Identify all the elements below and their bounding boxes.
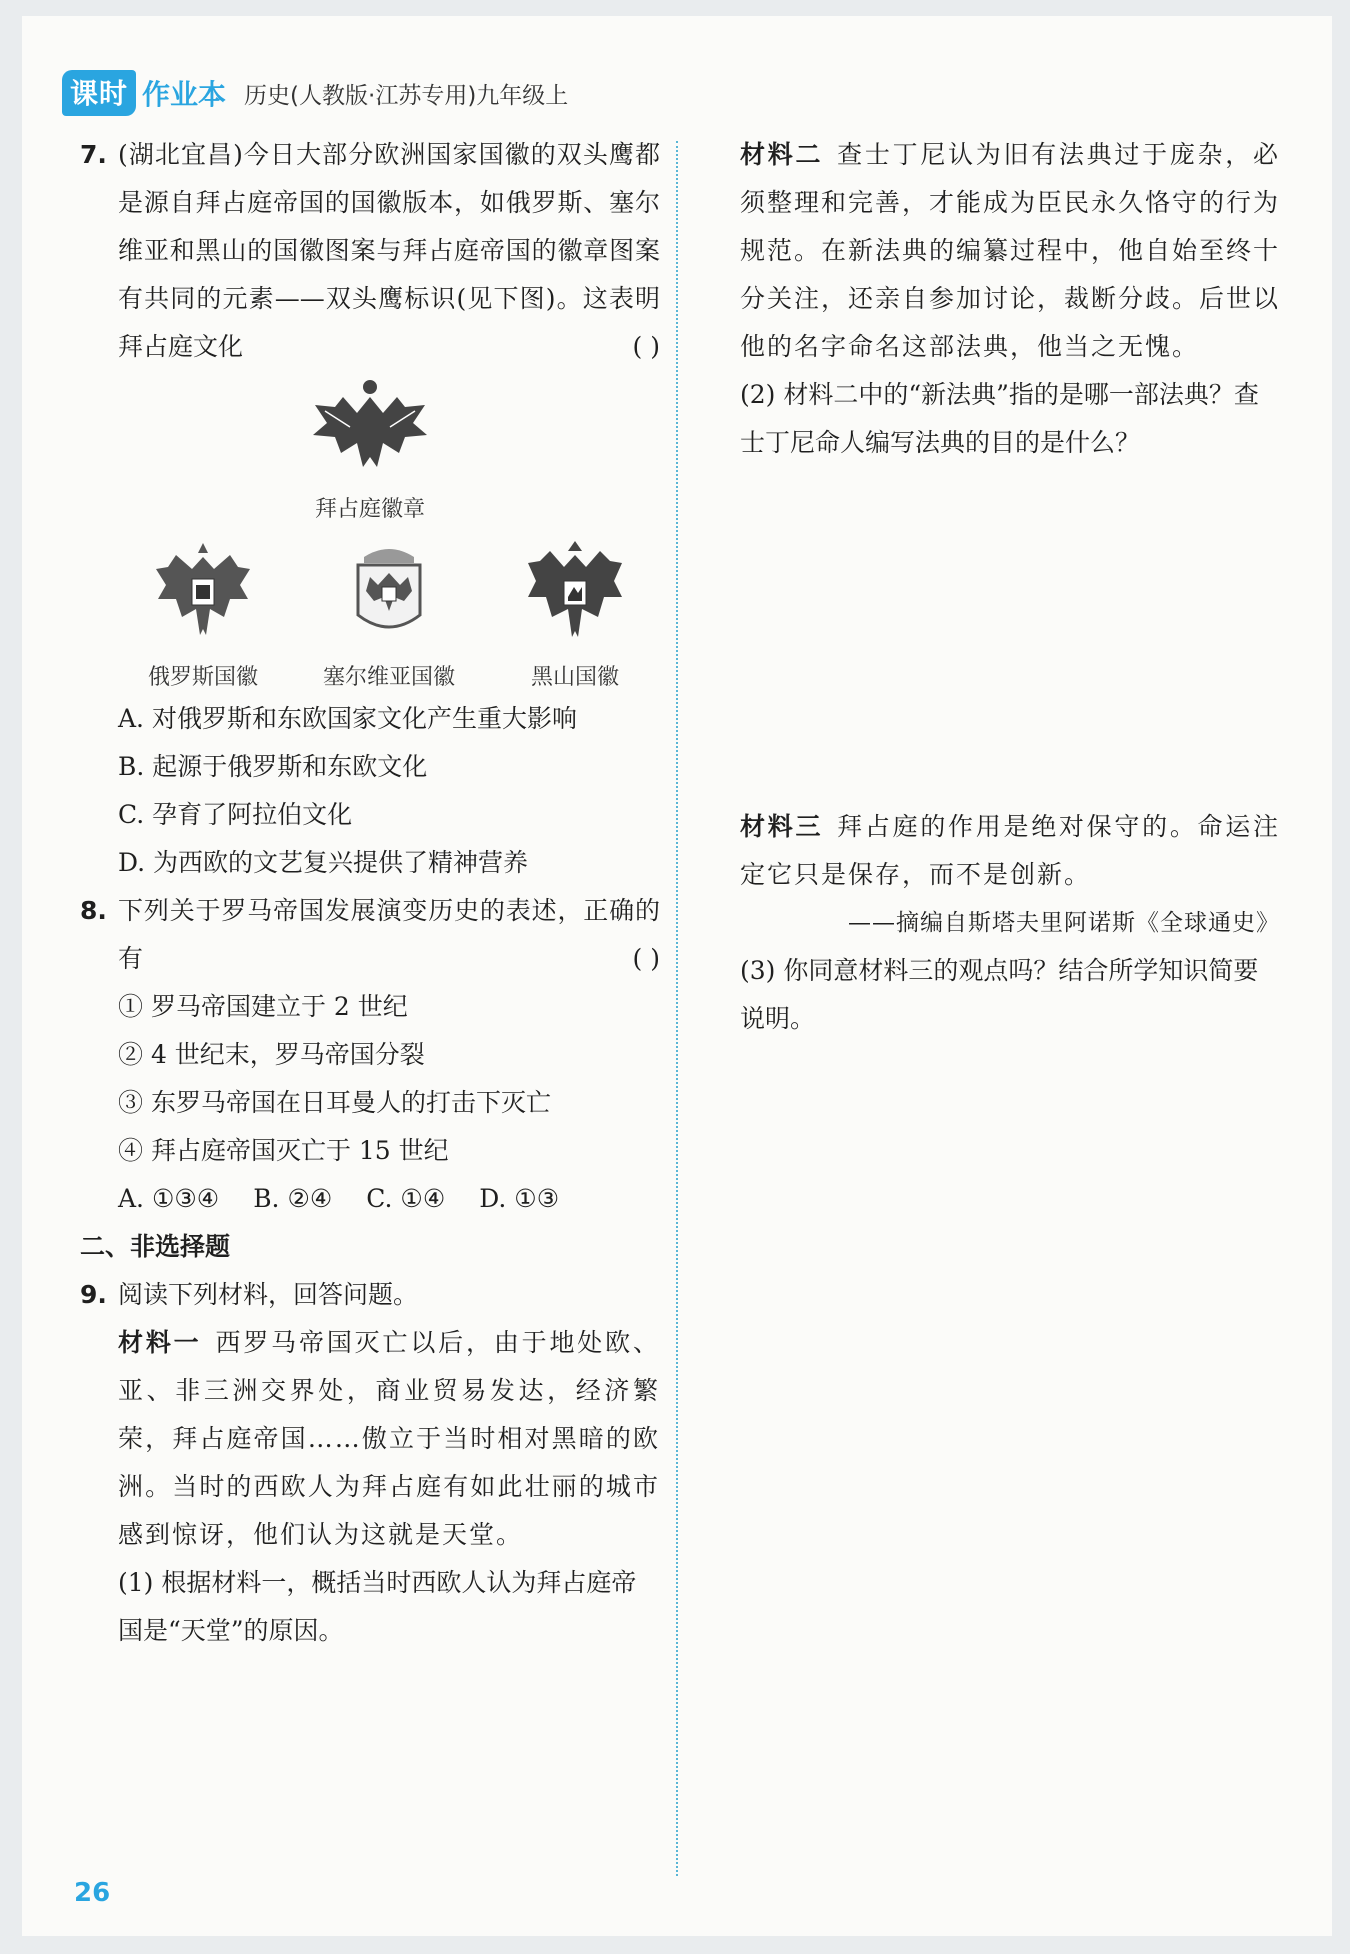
option-d[interactable]: D. 为西欧的文艺复兴提供了精神营养: [118, 848, 529, 877]
question-stem: 下列关于罗马帝国发展演变历史的表述，正确的有: [118, 896, 660, 973]
material-text: 拜占庭的作用是绝对保守的。命运注定它只是保存，而不是创新。: [740, 812, 1280, 889]
statement-item: ③ 东罗马帝国在日耳曼人的打击下灭亡: [118, 1088, 551, 1117]
option-c[interactable]: C. ①④: [366, 1184, 446, 1213]
question-number: 9.: [80, 1280, 107, 1309]
material-text: 西罗马帝国灭亡以后，由于地处欧、亚、非三洲交界处，商业贸易发达，经济繁荣，拜占庭帝国……傲立于当时相对黑暗的欧洲。当时的西欧人为拜占庭有如此壮丽的城市感到惊讶，他们认为这就是天堂。: [118, 1328, 660, 1549]
emblem-row: [80, 535, 660, 695]
question-7: [80, 131, 660, 371]
caption-montenegro: 黑山国徽: [530, 665, 619, 690]
question-number: 8.: [80, 896, 107, 925]
answer-space[interactable]: [740, 467, 1280, 803]
sub-question-1: (1) 根据材料一，概括当时西欧人认为拜占庭帝国是“天堂”的原因。: [118, 1568, 637, 1645]
question-stem: 阅读下列材料，回答问题。: [118, 1280, 419, 1309]
material-label: 材料一: [118, 1328, 202, 1357]
option-b[interactable]: B. ②④: [253, 1184, 333, 1213]
option-a[interactable]: A. ①③④: [118, 1184, 220, 1213]
statement-item: ② 4 世纪末，罗马帝国分裂: [118, 1040, 425, 1069]
russia-coat-of-arms-icon: [148, 535, 258, 645]
option-a[interactable]: A. 对俄罗斯和东欧国家文化产生重大影响: [118, 704, 577, 733]
answer-bracket: ( ): [632, 944, 660, 973]
serbia-emblem: [304, 535, 474, 695]
header-brand: 作业本: [142, 78, 227, 111]
material-label: 材料二: [740, 140, 824, 169]
question-8-items: [80, 983, 660, 1223]
column-divider: [676, 141, 678, 1876]
double-headed-eagle-icon: [305, 377, 435, 477]
caption-byzantine: 拜占庭徽章: [314, 497, 425, 522]
material-1: [118, 1319, 660, 1559]
material-source: ——摘编自斯塔夫里阿诺斯《全球通史》: [848, 910, 1280, 936]
question-8-options: [118, 1175, 660, 1223]
statement-item: ④ 拜占庭帝国灭亡于 15 世纪: [118, 1136, 449, 1165]
right-column: [740, 131, 1280, 1043]
header-subject: 历史(人教版·江苏专用)九年级上: [244, 82, 569, 109]
section-heading: 二、非选择题: [80, 1232, 231, 1261]
statement-item: ① 罗马帝国建立于 2 世纪: [118, 992, 408, 1021]
sub-question-2: (2) 材料二中的“新法典”指的是哪一部法典？查士丁尼命人编写法典的目的是什么？: [740, 380, 1259, 457]
caption-russia: 俄罗斯国徽: [147, 665, 258, 690]
caption-serbia: 塞尔维亚国徽: [322, 665, 455, 690]
material-label: 材料三: [740, 812, 824, 841]
question-8: [80, 887, 660, 983]
byzantine-emblem-figure: [80, 377, 660, 527]
option-d[interactable]: D. ①③: [479, 1184, 560, 1213]
montenegro-coat-of-arms-icon: [520, 535, 630, 645]
material-2: [740, 131, 1280, 371]
page: [22, 16, 1332, 1936]
material-3: [740, 803, 1280, 899]
material-text: 查士丁尼认为旧有法典过于庞杂，必须整理和完善，才能成为臣民永久恪守的行为规范。在新法典的编纂过程中，他自始至终十分关注，还亲自参加讨论，裁断分歧。后世以他的名字命名这部法典，他当之无愧。: [740, 140, 1281, 361]
serbia-coat-of-arms-icon: [334, 535, 444, 645]
question-stem: (湖北宜昌)今日大部分欧洲国家国徽的双头鹰都是源自拜占庭帝国的国徽版本，如俄罗斯、塞尔维亚和黑山的国徽图案与拜占庭帝国的徽章图案有共同的元素——双头鹰标识(见下图)。这表明拜占庭文化: [118, 140, 660, 361]
option-c[interactable]: C. 孕育了阿拉伯文化: [118, 800, 353, 829]
left-column: [80, 131, 660, 1655]
question-9: [80, 1271, 660, 1319]
answer-bracket: ( ): [632, 332, 660, 361]
page-number: 26: [74, 1878, 111, 1908]
running-header: [62, 68, 568, 118]
montenegro-emblem: [490, 535, 660, 695]
header-badge: 课时: [62, 70, 136, 116]
material-1-block: [80, 1319, 660, 1655]
question-7-options: [80, 695, 660, 887]
question-number: 7.: [80, 140, 107, 169]
russia-emblem: [118, 535, 288, 695]
option-b[interactable]: B. 起源于俄罗斯和东欧文化: [118, 752, 428, 781]
sub-question-3: (3) 你同意材料三的观点吗？结合所学知识简要说明。: [740, 956, 1259, 1033]
